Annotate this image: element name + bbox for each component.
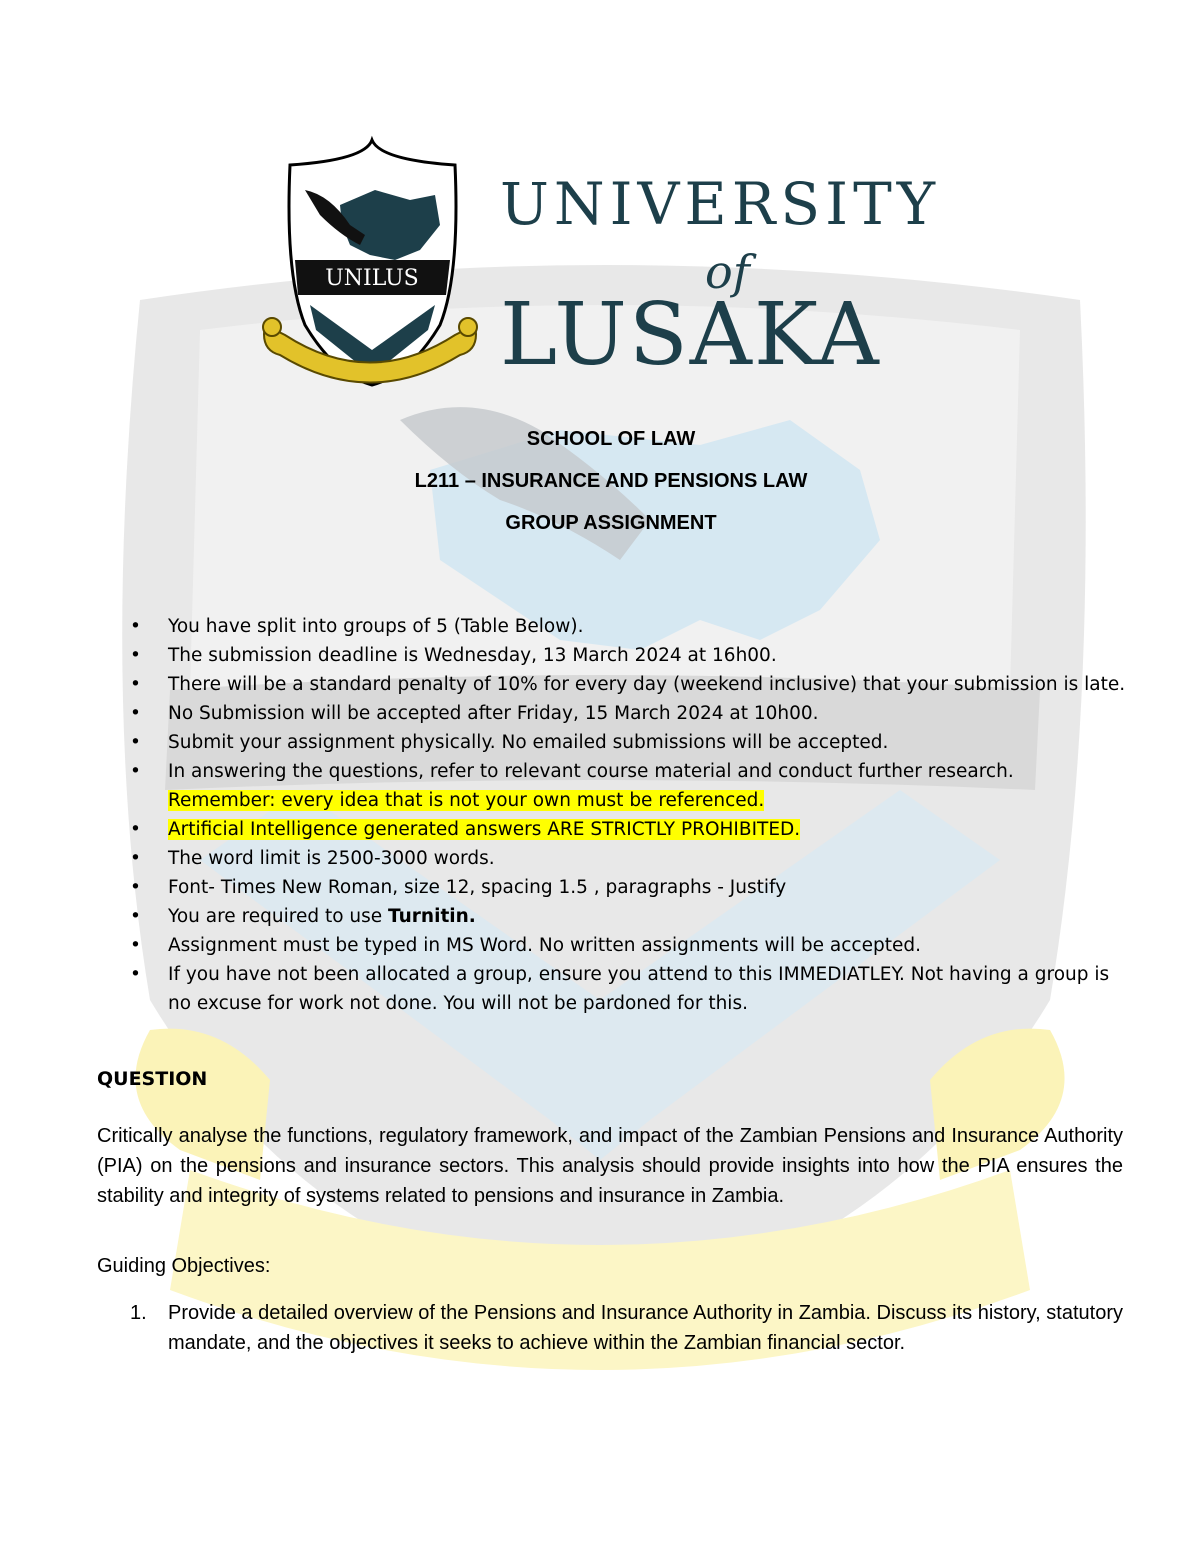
scroll-curl-right (459, 318, 477, 336)
list-item (130, 612, 1130, 641)
list-item-text: You have split into groups of 5 (Table Below). (168, 616, 584, 637)
list-item (130, 902, 1130, 931)
objective-text: Provide a detailed overview of the Pensions and Insurance Authority in Zambia. Discuss its history, statutory mandate, and the objectives it seeks to achieve within the Zambian financial sector. (168, 1302, 1123, 1354)
list-item-text: Submit your assignment physically. No emailed submissions will be accepted. (168, 732, 889, 753)
course-heading: L211 – INSURANCE AND PENSIONS LAW (414, 470, 808, 492)
wordmark-university: UNIVERSITY (500, 170, 941, 238)
list-item-text: The submission deadline is Wednesday, 13 March 2024 at 16h00. (168, 645, 777, 666)
bullet-icon: • (130, 964, 141, 985)
list-item (130, 844, 1130, 873)
bullet-icon: • (130, 616, 141, 637)
list-item-text: There will be a standard penalty of 10% for every day (weekend inclusive) that your submission is late. (168, 674, 1126, 695)
list-item-text: Assignment must be typed in MS Word. No written assignments will be accepted. (168, 935, 921, 956)
list-item-text: Font- Times New Roman, size 12, spacing 1.5 , paragraphs - Justify (168, 877, 787, 898)
bullet-icon: • (130, 877, 141, 898)
instructions-list (130, 612, 1130, 1018)
list-item-text: If you have not been allocated a group, ensure you attend to this IMMEDIATLEY. Not having a group is no excuse for work not done. You will not be pardoned for this. (168, 964, 1110, 1014)
list-item (130, 873, 1130, 902)
crest-label: UNILUS (325, 266, 419, 291)
bullet-icon: • (130, 703, 141, 724)
objective-number: 1. (130, 1302, 147, 1324)
wordmark-of: of (705, 245, 750, 299)
bullet-icon: • (130, 935, 141, 956)
university-logo (250, 135, 970, 415)
list-item (130, 960, 1130, 1018)
list-item-text: The word limit is 2500-3000 words. (168, 848, 495, 869)
list-item (130, 641, 1130, 670)
highlighted-reminder: Remember: every idea that is not your own must be referenced. (168, 790, 765, 811)
objectives-list (130, 1298, 1123, 1358)
bullet-icon: • (130, 645, 141, 666)
school-heading: SCHOOL OF LAW (526, 428, 696, 450)
list-item (130, 931, 1130, 960)
list-item-text: You are required to use (168, 906, 389, 927)
bullet-icon: • (130, 761, 141, 782)
scroll-curl-left (263, 318, 281, 336)
assignment-heading: GROUP ASSIGNMENT (505, 512, 717, 534)
bullet-icon: • (130, 674, 141, 695)
question-body: Critically analyse the functions, regulatory framework, and impact of the Zambian Pensions and Insurance Authority (PIA) on the pensions and insurance sectors. This analysis should provide insights into how the PIA ensures the stability and integrity of systems related to pensions and insurance in Zambia. (97, 1125, 1123, 1207)
turnitin-label: Turnitin. (388, 906, 476, 927)
highlighted-warning: Artificial Intelligence generated answers ARE STRICTLY PROHIBITED. (168, 819, 801, 840)
list-item (130, 699, 1130, 728)
bullet-icon: • (130, 819, 141, 840)
list-item (130, 728, 1130, 757)
list-item (130, 815, 1130, 844)
list-item (130, 1298, 1123, 1358)
list-item (130, 670, 1130, 699)
list-item-text: In answering the questions, refer to relevant course material and conduct further research. (168, 761, 1014, 782)
question-title: QUESTION (97, 1068, 208, 1090)
bullet-icon: • (130, 906, 141, 927)
crest-icon (250, 135, 490, 407)
list-item (130, 757, 1130, 815)
bullet-icon: • (130, 848, 141, 869)
bullet-icon: • (130, 732, 141, 753)
wordmark-lusaka: LUSAKA (500, 285, 881, 385)
guiding-objectives-label: Guiding Objectives: (97, 1255, 271, 1277)
list-item-text: No Submission will be accepted after Friday, 15 March 2024 at 10h00. (168, 703, 819, 724)
